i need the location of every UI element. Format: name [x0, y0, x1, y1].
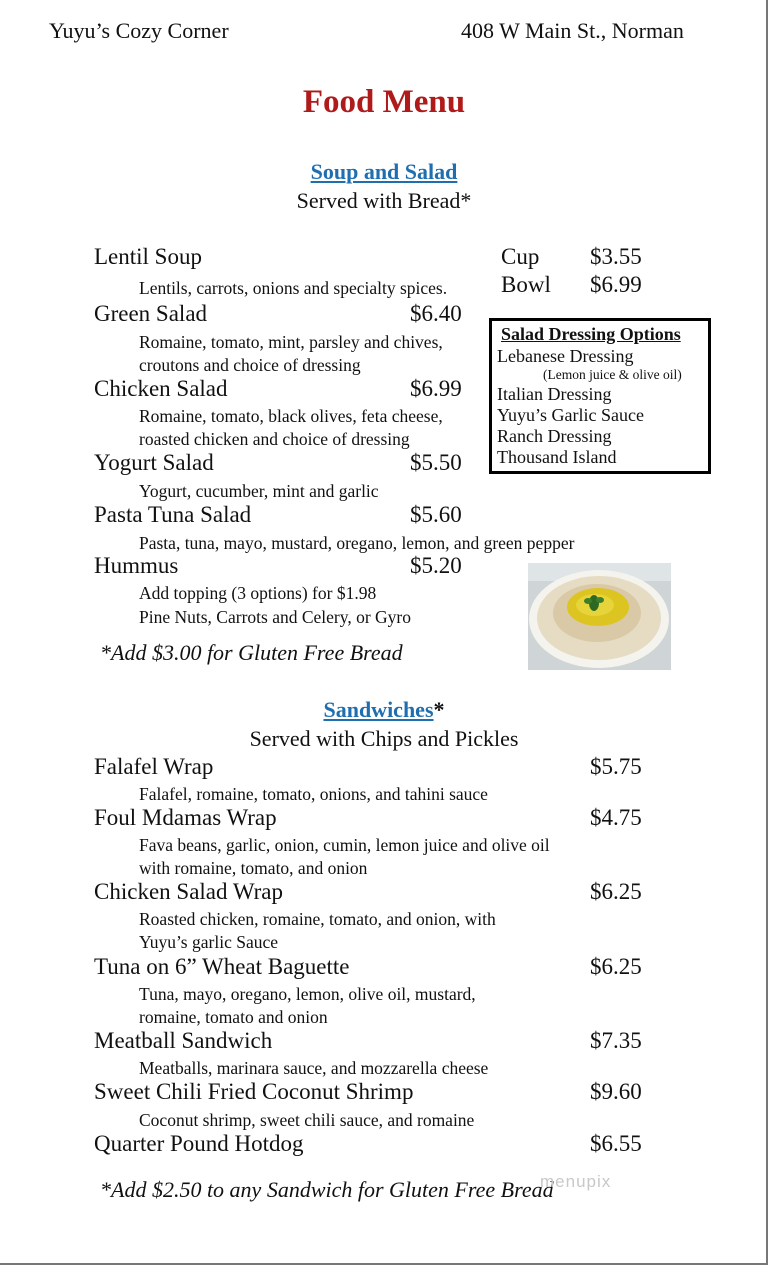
menu-item-description: Roasted chicken, romaine, tomato, and onion, with	[139, 909, 496, 929]
menu-item-price: $6.40	[410, 301, 462, 326]
dressing-option: Yuyu’s Garlic Sauce	[497, 405, 644, 425]
menu-item-description: Romaine, tomato, black olives, feta cheese,	[139, 406, 443, 426]
menu-item-price: $5.75	[590, 754, 642, 779]
size-label-cup: Cup	[501, 244, 540, 269]
dressing-option: Italian Dressing	[497, 384, 612, 404]
menu-item-name: Lentil Soup	[94, 244, 202, 269]
dressing-option: Thousand Island	[497, 447, 617, 467]
menu-item-description: Coconut shrimp, sweet chili sauce, and romaine	[139, 1110, 475, 1130]
menu-item-description: Pine Nuts, Carrots and Celery, or Gyro	[139, 607, 412, 627]
menu-item-price: $5.60	[410, 502, 462, 527]
restaurant-address: 408 W Main St., Norman	[461, 18, 684, 43]
menu-item-name: Chicken Salad	[94, 376, 228, 401]
menu-item-name: Falafel Wrap	[94, 754, 214, 779]
sandwiches-subtitle: Served with Chips and Pickles	[249, 726, 519, 751]
sandwiches-title: Sandwiches	[323, 697, 434, 722]
menu-item-description: with romaine, tomato, and onion	[139, 858, 368, 878]
price-cup: $3.55	[590, 244, 642, 269]
menu-item-name: Green Salad	[94, 301, 208, 326]
menu-item-price: $7.35	[590, 1028, 642, 1053]
menu-item-description: Yuyu’s garlic Sauce	[139, 932, 278, 952]
menu-item-name: Tuna on 6” Wheat Baguette	[94, 954, 350, 979]
dressing-option: Ranch Dressing	[497, 426, 612, 446]
menu-item-description: Pasta, tuna, mayo, mustard, oregano, lemon, and green pepper	[139, 533, 575, 553]
menu-item-name: Foul Mdamas Wrap	[94, 805, 277, 830]
menu-item-description: croutons and choice of dressing	[139, 355, 361, 375]
menu-item-price: $6.99	[410, 376, 462, 401]
menu-item-name: Meatball Sandwich	[94, 1028, 273, 1053]
restaurant-name: Yuyu’s Cozy Corner	[49, 18, 229, 43]
menu-item-description: Falafel, romaine, tomato, onions, and tahini sauce	[139, 784, 488, 804]
soup-salad-subtitle: Served with Bread*	[296, 188, 472, 213]
menu-item-description: romaine, tomato and onion	[139, 1007, 328, 1027]
salad-dressing-box	[489, 318, 711, 474]
dressing-box-title: Salad Dressing Options	[501, 324, 681, 344]
gluten-free-bread-note: *Add $3.00 for Gluten Free Bread	[100, 640, 403, 665]
menu-item-name: Sweet Chili Fried Coconut Shrimp	[94, 1079, 414, 1104]
price-bowl: $6.99	[590, 272, 642, 297]
sandwich-gluten-free-note: *Add $2.50 to any Sandwich for Gluten Free Bread	[100, 1177, 554, 1202]
menu-item-description: Meatballs, marinara sauce, and mozzarella cheese	[139, 1058, 489, 1078]
menu-item-description: Romaine, tomato, mint, parsley and chives,	[139, 332, 443, 352]
menu-item-description: Add topping (3 options) for $1.98	[139, 583, 377, 603]
dressing-option: Lebanese Dressing	[497, 346, 634, 366]
menu-item-description: roasted chicken and choice of dressing	[139, 429, 410, 449]
menu-item-name: Yogurt Salad	[94, 450, 214, 475]
sandwiches-heading	[0, 697, 768, 723]
watermark: menupix	[540, 1172, 612, 1191]
menu-item-description: Yogurt, cucumber, mint and garlic	[139, 481, 379, 501]
soup-salad-heading: Soup and Salad	[310, 159, 458, 184]
menu-item-price: $6.25	[590, 954, 642, 979]
menu-item-description: Tuna, mayo, oregano, lemon, olive oil, mustard,	[139, 984, 476, 1004]
size-label-bowl: Bowl	[501, 272, 551, 297]
sandwiches-title-mark: *	[433, 697, 445, 722]
hummus-photo	[528, 563, 671, 670]
menu-item-name: Hummus	[94, 553, 179, 578]
menu-item-price: $9.60	[590, 1079, 642, 1104]
menu-item-name: Chicken Salad Wrap	[94, 879, 283, 904]
menu-item-name: Quarter Pound Hotdog	[94, 1131, 304, 1156]
menu-item-price: $6.25	[590, 879, 642, 904]
menu-item-description: Fava beans, garlic, onion, cumin, lemon juice and olive oil	[139, 835, 550, 855]
menu-item-description: Lentils, carrots, onions and specialty spices.	[139, 278, 448, 298]
menu-item-price: $5.20	[410, 553, 462, 578]
menu-item-price: $6.55	[590, 1131, 642, 1156]
menu-item-name: Pasta Tuna Salad	[94, 502, 252, 527]
menu-item-price: $5.50	[410, 450, 462, 475]
dressing-option-note: (Lemon juice & olive oil)	[543, 367, 682, 382]
menu-title: Food Menu	[302, 84, 466, 120]
menu-item-price: $4.75	[590, 805, 642, 830]
